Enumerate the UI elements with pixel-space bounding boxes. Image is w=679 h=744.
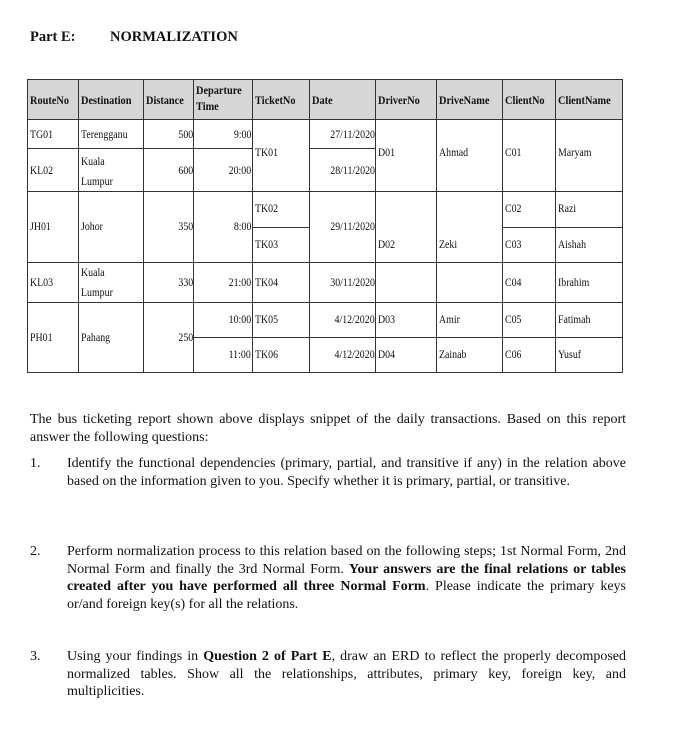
cell-date: 4/12/2020 — [334, 314, 375, 326]
cell-clientname: Maryam — [558, 147, 592, 159]
question-emphasis: Your answers are the final relations or tables created after you have performed all three Normal Form — [67, 561, 626, 594]
part-heading — [30, 29, 238, 46]
header-clientno: ClientNo — [505, 93, 545, 107]
table-grid — [27, 79, 623, 373]
cell-ticketno: TK01 — [255, 147, 279, 159]
header-date: Date — [312, 93, 333, 107]
question-text-part: . Please indicate the primary keys or/and foreign key(s) for all the relations. — [67, 579, 626, 612]
cell-destination: Lumpur — [81, 287, 113, 299]
cell-date: 28/11/2020 — [330, 165, 375, 177]
header-time: Time — [196, 99, 219, 113]
header-driverno: DriverNo — [378, 93, 420, 107]
cell-clientname: Aishah — [558, 239, 587, 251]
cell-ticketno: TK02 — [255, 203, 279, 215]
cell-destination: Kuala — [81, 156, 105, 168]
cell-driverno: D04 — [378, 349, 396, 361]
cell-routeno: KL02 — [30, 165, 54, 177]
question-number: 1. — [30, 456, 41, 471]
question-text: Identify the functional dependencies (primary, partial, and transitive if any) in the relation above based on the information given to you. Specify whether it is primary, partial, or transitive. — [67, 456, 626, 489]
cell-destination: Pahang — [81, 332, 111, 344]
question-emphasis: Question 2 of Part E — [203, 649, 332, 664]
header-drivename: DriveName — [439, 93, 490, 107]
cell-departure-time: 20:00 — [228, 165, 251, 177]
cell-departure-time: 21:00 — [228, 277, 251, 289]
question-text-part: Using your findings in — [67, 649, 204, 664]
cell-routeno: KL03 — [30, 277, 54, 289]
cell-ticketno: TK04 — [255, 277, 279, 289]
question-text — [67, 543, 626, 613]
cell-distance: 250 — [178, 332, 193, 344]
cell-destination: Kuala — [81, 267, 105, 279]
question-2 — [30, 543, 626, 613]
question-text — [67, 648, 626, 701]
cell-date: 4/12/2020 — [334, 349, 375, 361]
cell-ticketno: TK03 — [255, 239, 279, 251]
cell-destination: Johor — [81, 221, 103, 233]
cell-distance: 330 — [178, 277, 193, 289]
cell-driverno: D02 — [378, 239, 396, 251]
cell-routeno: TG01 — [30, 129, 54, 141]
header-destination: Destination — [81, 93, 132, 107]
cell-clientno: C01 — [505, 147, 522, 159]
part-title: NORMALIZATION — [110, 29, 238, 45]
cell-drivename: Zainab — [439, 349, 467, 361]
ticketing-report-table — [27, 79, 623, 373]
cell-ticketno: TK06 — [255, 349, 279, 361]
header-clientname: ClientName — [558, 93, 611, 107]
cell-departure-time: 10:00 — [228, 314, 251, 326]
cell-clientno: C03 — [505, 239, 522, 251]
cell-routeno: JH01 — [30, 221, 51, 233]
cell-clientno: C04 — [505, 277, 522, 289]
cell-date: 27/11/2020 — [330, 129, 375, 141]
intro-paragraph: The bus ticketing report shown above displays snippet of the daily transactions. Based on this report answer the following questions: — [30, 412, 626, 445]
question-text-part: , draw an ERD to reflect the properly decomposed normalized tables. Show all the relationships, attributes, primary key, foreign key, and multiplicities. — [67, 649, 626, 699]
cell-drivename: Amir — [439, 314, 460, 326]
header-distance: Distance — [146, 93, 184, 107]
question-3 — [30, 648, 626, 701]
cell-drivename: Ahmad — [439, 147, 469, 159]
cell-distance: 500 — [178, 129, 193, 141]
cell-departure-time: 11:00 — [228, 349, 251, 361]
cell-clientname: Fatimah — [558, 314, 591, 326]
header-ticketno: TicketNo — [255, 93, 296, 107]
cell-destination: Terengganu — [81, 129, 128, 141]
cell-clientno: C06 — [505, 349, 522, 361]
cell-distance: 350 — [178, 221, 193, 233]
header-departure: Departure — [196, 83, 242, 97]
cell-driverno: D01 — [378, 147, 396, 159]
cell-clientname: Ibrahim — [558, 277, 590, 289]
header-routeno: RouteNo — [30, 93, 69, 107]
cell-departure-time: 9:00 — [233, 129, 251, 141]
cell-date: 30/11/2020 — [330, 277, 375, 289]
part-label: Part E: — [30, 29, 76, 45]
cell-date: 29/11/2020 — [330, 221, 375, 233]
cell-routeno: PH01 — [30, 332, 53, 344]
cell-destination: Lumpur — [81, 176, 113, 188]
question-number: 2. — [30, 544, 41, 559]
cell-distance: 600 — [178, 165, 193, 177]
question-number: 3. — [30, 649, 41, 664]
question-text-part: Perform normalization process to this relation based on the following steps; 1st Normal Form, 2nd Normal Form and finally the 3rd Normal Form. — [67, 544, 626, 577]
question-1 — [30, 455, 626, 490]
cell-clientname: Razi — [558, 203, 577, 215]
cell-clientname: Yusuf — [558, 349, 582, 361]
cell-driverno: D03 — [378, 314, 396, 326]
cell-drivename: Zeki — [439, 239, 458, 251]
cell-clientno: C05 — [505, 314, 522, 326]
cell-departure-time: 8:00 — [233, 221, 251, 233]
cell-clientno: C02 — [505, 203, 522, 215]
cell-ticketno: TK05 — [255, 314, 279, 326]
